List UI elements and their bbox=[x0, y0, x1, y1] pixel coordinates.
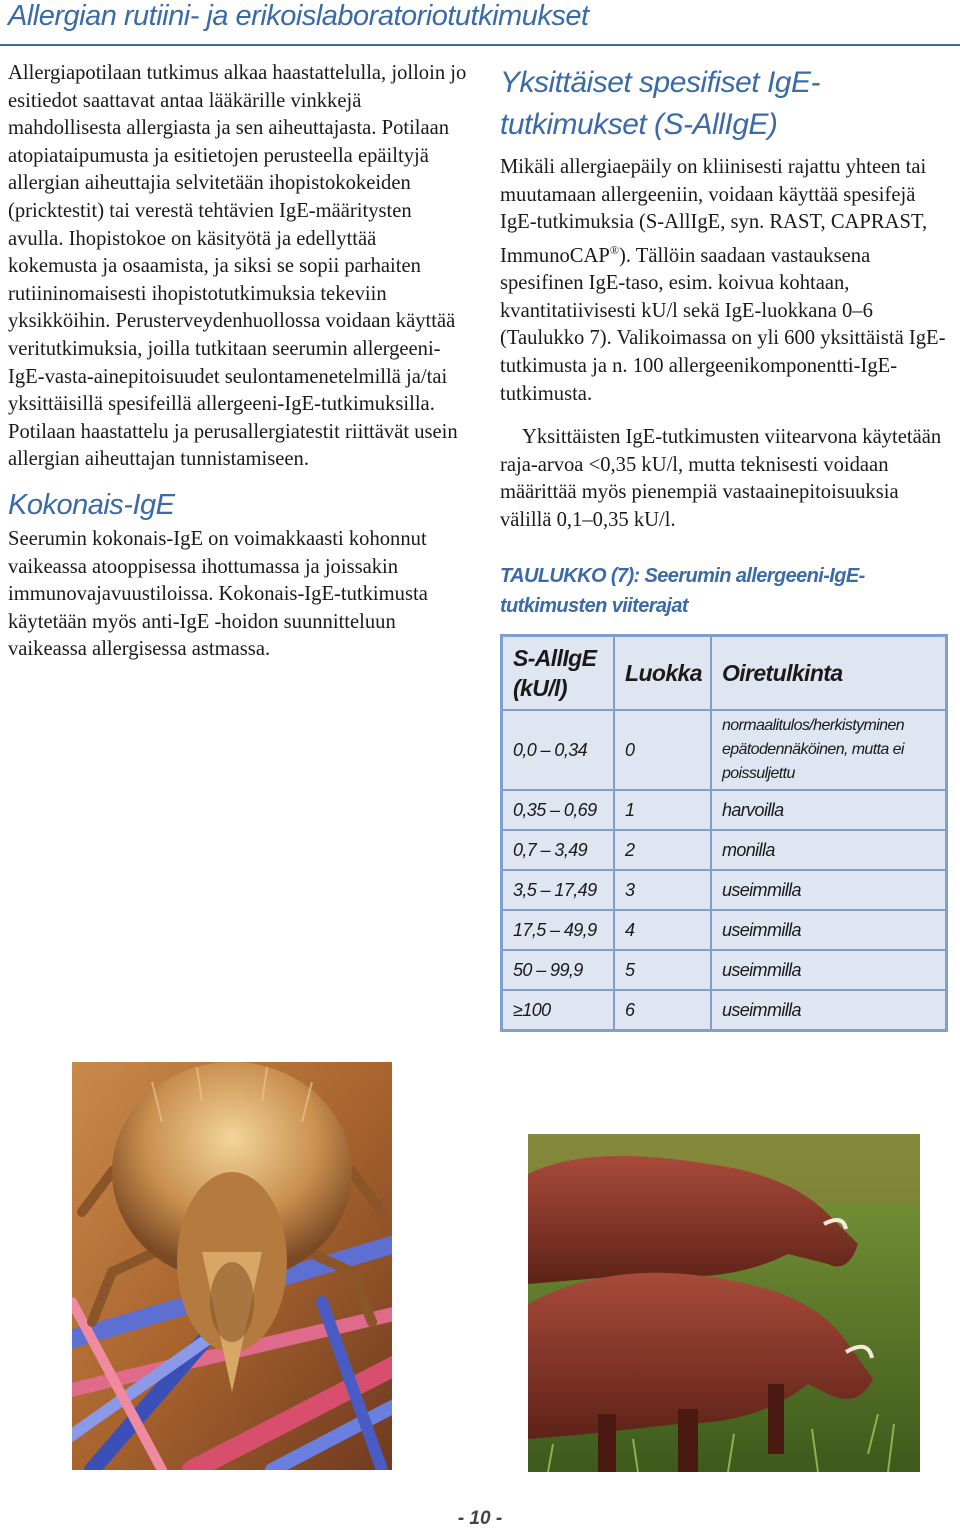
table-row bbox=[502, 990, 947, 1031]
s-allige-paragraph bbox=[500, 154, 952, 408]
table-row bbox=[502, 870, 947, 910]
header-s-allige: S-AllIgE (kU/l) bbox=[502, 636, 615, 711]
cell-class: 0 bbox=[614, 710, 711, 790]
page-title: Allergian rutiini- ja erikoislaboratoriotutkimukset bbox=[8, 0, 589, 32]
table-caption: TAULUKKO (7): Seerumin allergeeni-IgE-tutkimusten viiterajat bbox=[500, 564, 865, 617]
table-header-row bbox=[502, 636, 947, 711]
registered-mark: ® bbox=[609, 242, 619, 257]
cell-interpretation: normaalitulos/herkistyminen epätodennäköinen, mutta ei poissuljettu bbox=[711, 710, 947, 790]
header-luokka: Luokka bbox=[614, 636, 711, 711]
reference-table bbox=[500, 634, 948, 1032]
cell-class: 4 bbox=[614, 910, 711, 950]
cell-interpretation: useimmilla bbox=[711, 870, 947, 910]
table-row bbox=[502, 910, 947, 950]
cell-range: 0,7 – 3,49 bbox=[502, 830, 615, 870]
cell-range: 17,5 – 49,9 bbox=[502, 910, 615, 950]
table-row bbox=[502, 950, 947, 990]
table-row bbox=[502, 710, 947, 790]
header-oiretulkinta: Oiretulkinta bbox=[711, 636, 947, 711]
dust-mite-photo bbox=[72, 1062, 392, 1470]
left-column bbox=[8, 60, 468, 664]
cell-class: 2 bbox=[614, 830, 711, 870]
section-heading-s-allige: Yksittäiset spesifiset IgE-tutkimukset (S-AllIgE) bbox=[500, 66, 820, 141]
cell-range: ≥100 bbox=[502, 990, 615, 1031]
cell-range: 3,5 – 17,49 bbox=[502, 870, 615, 910]
cell-range: 50 – 99,9 bbox=[502, 950, 615, 990]
section-heading-kokonais-ige: Kokonais-IgE bbox=[8, 488, 175, 521]
cell-interpretation: harvoilla bbox=[711, 790, 947, 830]
cell-interpretation: useimmilla bbox=[711, 910, 947, 950]
cell-range: 0,35 – 0,69 bbox=[502, 790, 615, 830]
kokonais-ige-paragraph: Seerumin kokonais-IgE on voimakkaasti kohonnut vaikeassa atooppisessa ihottumassa ja joissakin immunovajavuustiloissa. Kokonais-IgE-tutkimusta käytetään myös anti-IgE -hoidon suunnitteluun vaikeassa allergisessa astmassa. bbox=[8, 527, 428, 661]
s-allige-text-1: Mikäli allergiaepäily on kliinisesti rajattu yhteen tai muutamaan allergeeniin, voidaan käyttää spesifejä IgE-tutkimuksia (S-AllIgE, syn. RAST, CAPRAST, ImmunoCAP bbox=[500, 156, 928, 267]
grazing-cattle-photo bbox=[528, 1134, 920, 1472]
cell-class: 5 bbox=[614, 950, 711, 990]
right-column bbox=[500, 62, 952, 621]
cell-interpretation: monilla bbox=[711, 830, 947, 870]
cell-class: 1 bbox=[614, 790, 711, 830]
cell-interpretation: useimmilla bbox=[711, 950, 947, 990]
s-allige-text-2: ). Tällöin saadaan vastauksena spesifinen IgE-taso, esim. koivua kohtaan, kvantitatiivisesti kU/l sekä IgE-luokkana 0–6 (Taulukko 7). Valikoimassa on yli 600 yksittäistä IgE-tutkimusta ja n. 100 allergeenikomponentti-IgE-tutkimusta. bbox=[500, 244, 946, 405]
reference-value-paragraph: Yksittäisten IgE-tutkimusten viitearvona käytetään raja-arvoa <0,35 kU/l, mutta teknisesti voidaan määrittää myös pienempiä vastaainepitoisuuksia välillä 0,1–0,35 kU/l. bbox=[500, 426, 942, 531]
cell-interpretation: useimmilla bbox=[711, 990, 947, 1031]
header-rule bbox=[0, 44, 960, 46]
page-number: - 10 - bbox=[457, 1508, 503, 1529]
cell-range: 0,0 – 0,34 bbox=[502, 710, 615, 790]
intro-paragraph: Allergiapotilaan tutkimus alkaa haastattelulla, jolloin jo esitiedot saattavat antaa lääkärille vinkkejä mahdollisesta allergiasta ja sen aiheuttajasta. Potilaan atopiataipumusta ja esitietojen perusteella epäiltyjä allergian aiheuttajia selvitetään ihopistokokeiden (pricktestit) tai verestä tehtävien IgE-määritysten avulla. Ihopistokoe on käsityötä ja edellyttää kokemusta ja osaamista, ja siksi se sopii parhaiten rutiininomaisesti ihopistotutkimuksia tekeviin yksikköihin. Perusterveydenhuollossa voidaan käyttää veritutkimuksia, joilla tutkitaan seerumin allergeeni-IgE-vasta-ainepitoisuudet seulontamenetelmillä ja/tai yksittäisillä spesifeillä allergeeni-IgE-tutkimuksilla. Potilaan haastattelu ja perusallergiatestit riittävät usein allergian aiheuttajan tunnistamiseen. bbox=[8, 62, 467, 471]
table-row bbox=[502, 830, 947, 870]
cell-class: 3 bbox=[614, 870, 711, 910]
cell-class: 6 bbox=[614, 990, 711, 1031]
table-row bbox=[502, 790, 947, 830]
